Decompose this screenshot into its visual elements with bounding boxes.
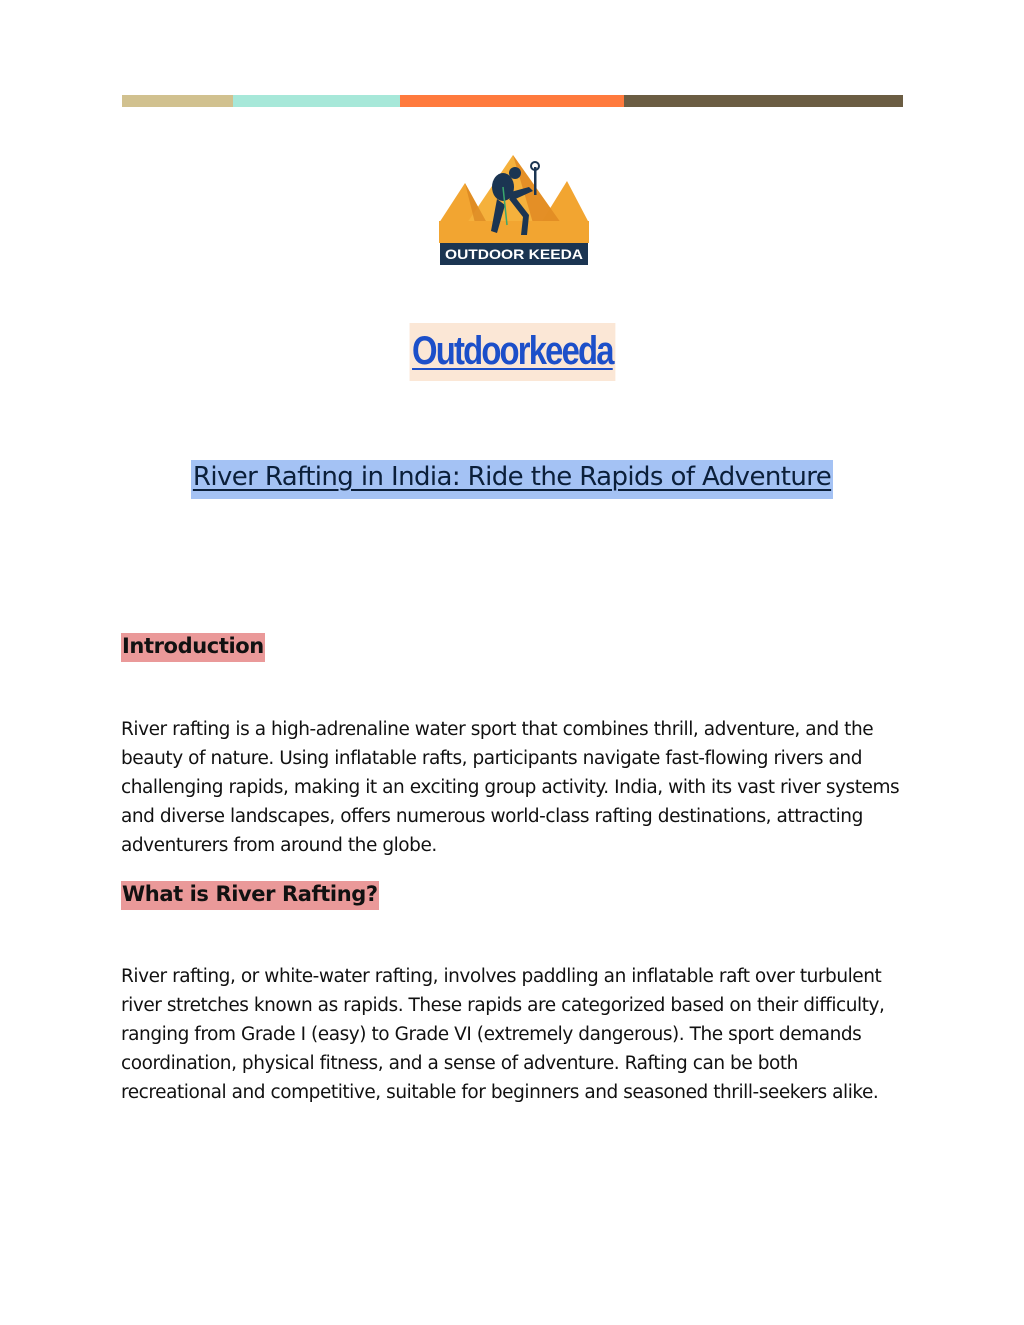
color-strip	[122, 95, 903, 107]
article-title-link[interactable]: River Rafting in India: Ride the Rapids of Adventure	[191, 460, 833, 499]
strip-segment-mint	[233, 95, 400, 107]
section-body-introduction: River rafting is a high-adrenaline water sport that combines thrill, adventure, and the beauty of nature. Using inflatable rafts, participants navigate fast-flowing rivers and challenging rapids, making it an exciting group activity. India, with its vast river systems and diverse landscapes, offers numerous world-class rafting destinations, attracting adventurers from around the globe.	[121, 719, 900, 856]
section-heading-what-is-river-rafting: What is River Rafting?	[121, 881, 379, 910]
logo-banner-text: OUTDOOR KEEDA	[445, 246, 583, 262]
section-heading-introduction: Introduction	[121, 633, 265, 662]
strip-segment-brown	[624, 95, 903, 107]
brand-link[interactable]: Outdoorkeeda	[409, 323, 615, 381]
brand-container	[0, 323, 1024, 381]
strip-segment-tan	[122, 95, 233, 107]
article-title-container	[0, 460, 1024, 499]
outdoor-keeda-logo	[437, 153, 591, 267]
section-body-what-is-river-rafting: River rafting, or white-water rafting, involves paddling an inflatable raft over turbulent river stretches known as rapids. These rapids are categorized based on their difficulty, ranging from Grade I (easy) to Grade VI (extremely dangerous). The sport demands coordination, physical fitness, and a sense of adventure. Rafting can be both recreational and competitive, suitable for beginners and seasoned thrill-seekers alike.	[121, 966, 885, 1103]
strip-segment-orange	[400, 95, 624, 107]
